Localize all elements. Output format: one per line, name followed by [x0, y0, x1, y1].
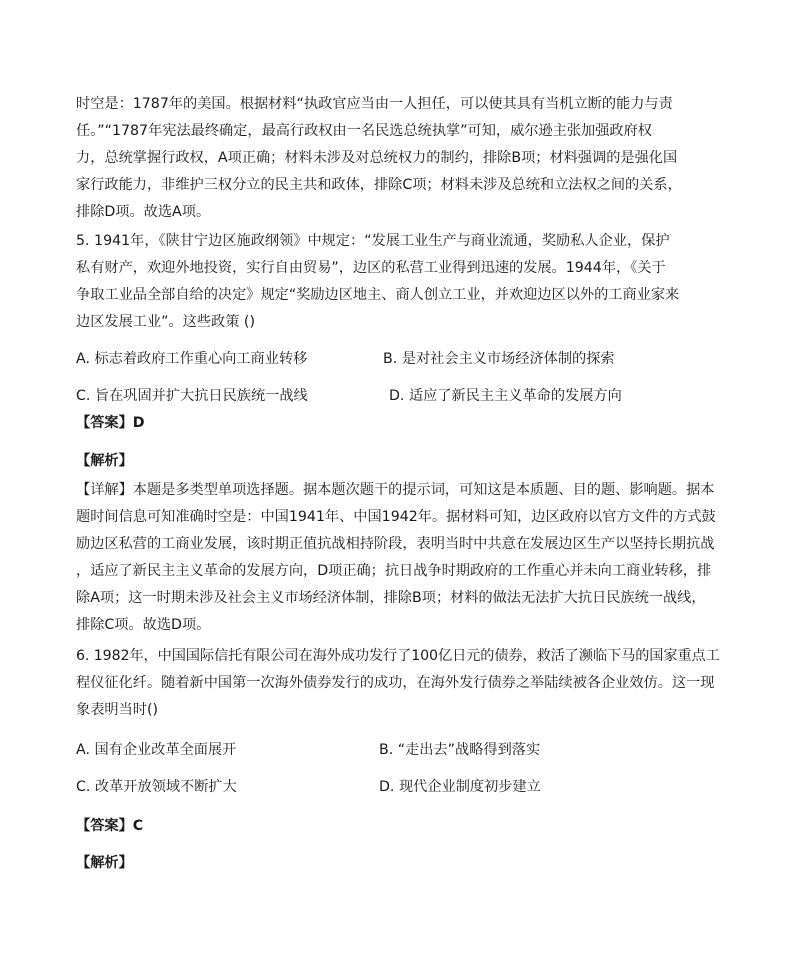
q5-option-b: B. 是对社会主义市场经济体制的探索 [383, 351, 615, 367]
q5-analysis-label: 【解析】 [76, 453, 133, 469]
q4-explanation-line-4: 家行政能力，非维护三权分立的民主共和政体，排除C项；材料未涉及总统和立法权之间的关系， [76, 177, 682, 193]
q4-explanation-line-3: 力，总统掌握行政权，A项正确；材料未涉及对总统权力的制约，排除B项；材料强调的是强化国 [76, 150, 678, 166]
q6-answer: 【答案】C [76, 818, 144, 834]
q5-stem-line-3: 争取工业品全部自给的决定》规定“奖励边区地主、商人创立工业，并欢迎边区以外的工商业家来 [76, 287, 680, 303]
q6-option-a: A. 国有企业改革全面展开 [76, 742, 237, 758]
q6-option-b: B. “走出去”战略得到落实 [379, 742, 541, 758]
q5-explanation-line-5: 除A项；这一时期未涉及社会主义市场经济体制，排除B项；材料的做法无法扩大抗日民族统一战线， [76, 590, 706, 606]
q5-stem-line-2: 私有财产，欢迎外地投资，实行自由贸易”，边区的私营工业得到迅速的发展。1944年，《关于 [76, 260, 666, 276]
q5-explanation-line-3: 励边区私营的工商业发展，该时期正值抗战相持阶段，表明当时中共意在发展边区生产以坚持长期抗战 [76, 536, 715, 552]
q5-explanation-line-4: ，适应了新民主主义革命的发展方向，D项正确；抗日战争时期政府的工作重心并未向工商业转移，排 [76, 563, 712, 579]
q6-stem-line-3: 象表明当时() [76, 702, 159, 718]
q5-option-d: D. 适应了新民主主义革命的发展方向 [389, 388, 622, 404]
q5-option-a: A. 标志着政府工作重心向工商业转移 [76, 351, 308, 367]
q6-option-d: D. 现代企业制度初步建立 [379, 779, 541, 795]
q4-explanation-line-1: 时空是：1787年的美国。根据材料“执政官应当由一人担任，可以使其具有当机立断的能力与责 [76, 96, 673, 112]
q5-stem-line-4: 边区发展工业”。这些政策 () [76, 314, 255, 330]
q6-stem-line-2: 程仪征化纤。随着新中国第一次海外债券发行的成功，在海外发行债券之举陆续被各企业效仿。这一现 [76, 675, 715, 691]
q6-option-c: C. 改革开放领域不断扩大 [76, 779, 237, 795]
q5-explanation-line-2: 题时间信息可知准确时空是：中国1941年、中国1942年。据材料可知，边区政府以官方文件的方式鼓 [76, 509, 716, 525]
q5-stem-line-1: 5. 1941年，《陕甘宁边区施政纲领》中规定：“发展工业生产与商业流通，奖励私人企业，保护 [76, 233, 670, 249]
q4-explanation-line-5: 排除D项。故选A项。 [76, 204, 211, 220]
q5-answer: 【答案】D [76, 415, 145, 431]
q6-stem-line-1: 6. 1982年，中国国际信托有限公司在海外成功发行了100亿日元的债券，救活了濒临下马的国家重点工 [76, 648, 720, 664]
q4-explanation-line-2: 任。”“1787年宪法最终确定，最高行政权由一名民选总统执掌”可知，威尔逊主张加强政府权 [76, 123, 652, 139]
q5-explanation-line-6: 排除C项。故选D项。 [76, 617, 211, 633]
q5-explanation-line-1: 【详解】本题是多类型单项选择题。据本题次题干的提示词，可知这是本质题、目的题、影响题。据本 [76, 482, 715, 498]
q6-analysis-label: 【解析】 [76, 855, 133, 871]
q5-option-c: C. 旨在巩固并扩大抗日民族统一战线 [76, 388, 308, 404]
